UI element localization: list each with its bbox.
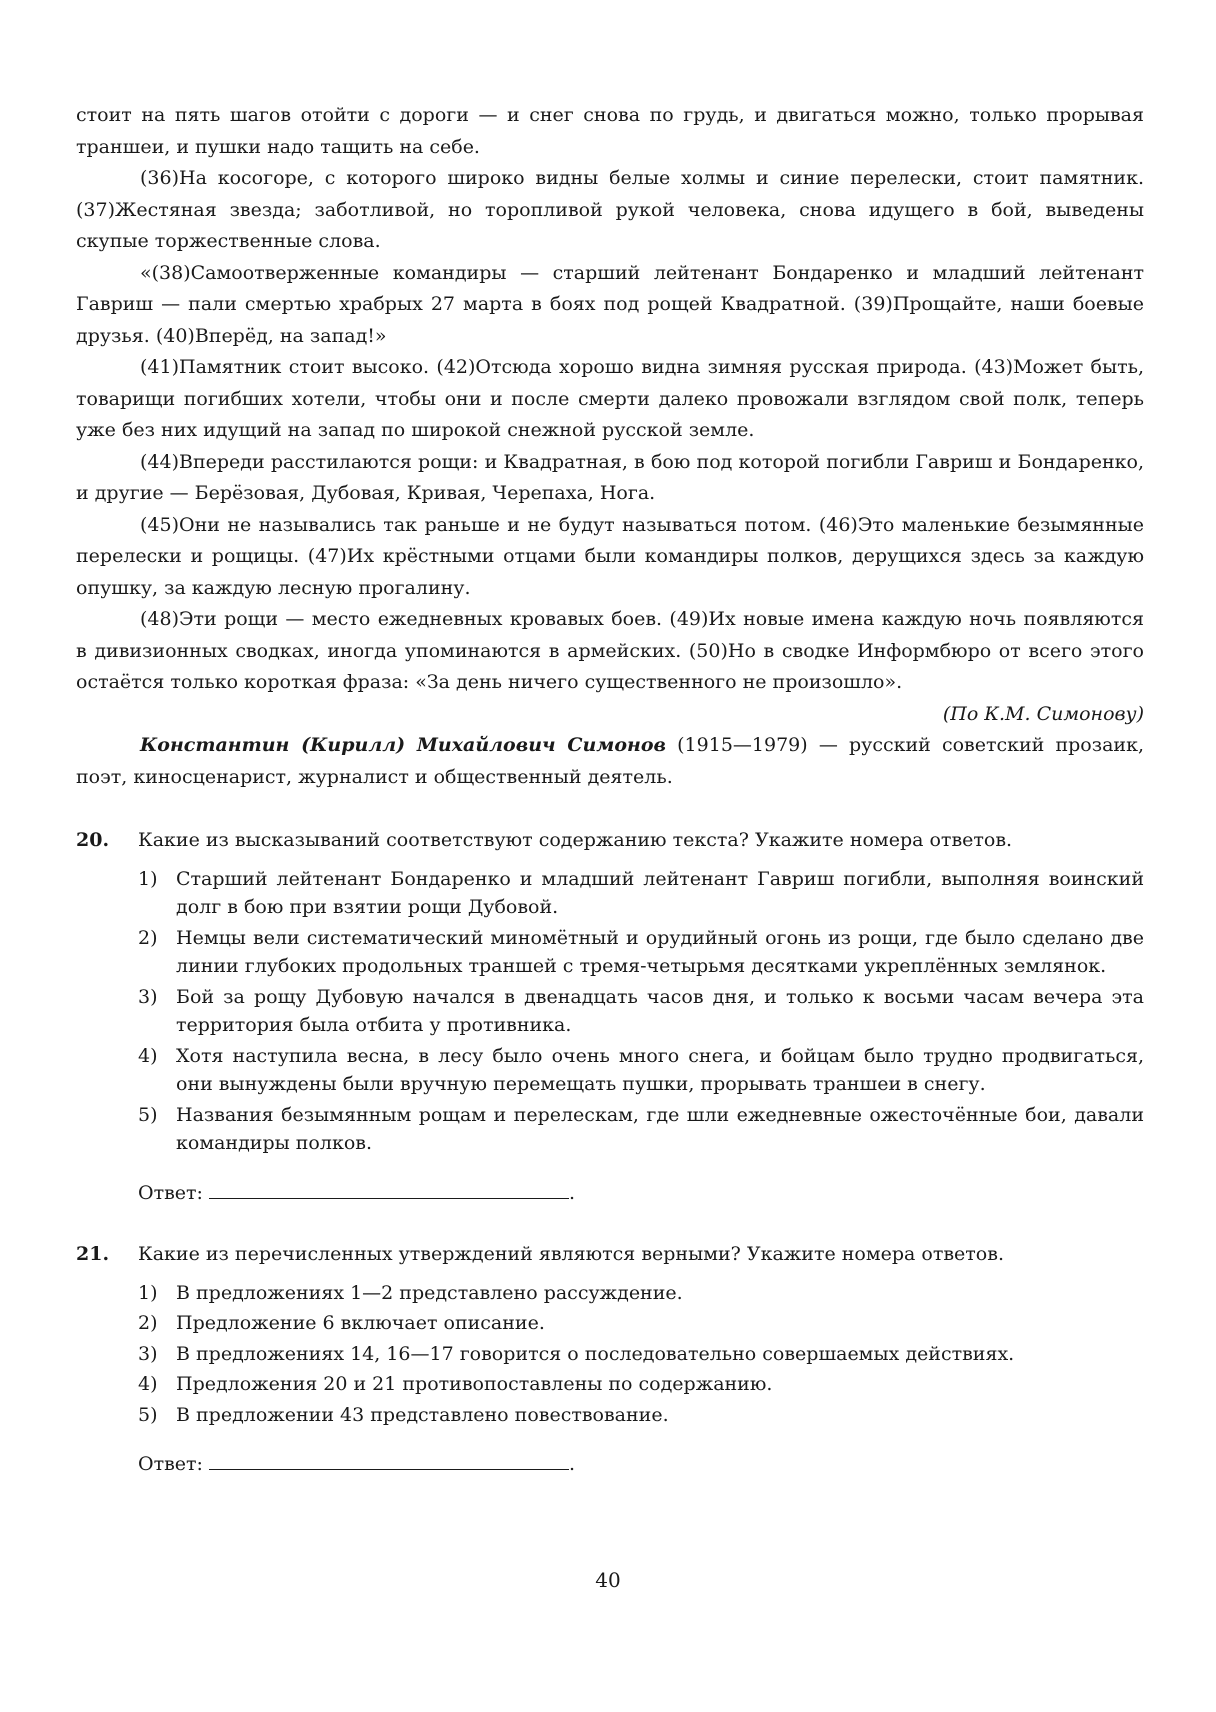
answer-field[interactable] xyxy=(209,1176,569,1199)
option-text: В предложениях 1—2 представлено рассуждение. xyxy=(176,1281,683,1304)
task-options xyxy=(76,865,1144,1158)
text-paragraph: (36)На косогоре, с которого широко видны белые холмы и синие перелески, стоит памятник. (37)Жестяная звезда; заботливой, но торопливой рукой человека, снова идущего в бой, выведены скупые торжественные слова. xyxy=(76,167,1144,252)
answer-field[interactable] xyxy=(209,1447,569,1470)
option-number: 2) xyxy=(138,926,158,949)
option-text: В предложениях 14, 16—17 говорится о последовательно совершаемых действиях. xyxy=(176,1342,1015,1365)
task-option xyxy=(138,1042,1144,1099)
text-paragraph: (41)Памятник стоит высоко. (42)Отсюда хорошо видна зимняя русская природа. (43)Может быть, товарищи погибших хотели, чтобы они и после смерти далеко провожали взглядом свой полк, теперь уже без них идущий на запад по широкой снежной русской земле. xyxy=(76,356,1144,441)
answer-block: Ответ: . xyxy=(138,1447,1144,1481)
option-number: 4) xyxy=(138,1373,158,1395)
task-option xyxy=(138,1101,1144,1158)
option-text: Предложения 20 и 21 противопоставлены по содержанию. xyxy=(176,1373,773,1395)
option-number: 5) xyxy=(138,1103,158,1126)
task-option xyxy=(138,924,1144,981)
page-number: 40 xyxy=(595,1568,621,1592)
option-number: 3) xyxy=(138,985,158,1008)
task-number: 20. xyxy=(76,829,110,851)
author-name: Константин (Кирилл) Михайлович Симонов xyxy=(140,734,666,756)
task-option xyxy=(138,983,1144,1040)
task-option xyxy=(138,1340,1144,1369)
option-number: 1) xyxy=(138,867,158,890)
text-paragraph: (45)Они не назывались так раньше и не будут называться потом. (46)Это маленькие безымянные перелески и рощицы. (47)Их крёстными отцами были командиры полков, дерущихся здесь за каждую опушку, за каждую лесную прогалину. xyxy=(76,513,1144,599)
option-number: 5) xyxy=(138,1403,158,1426)
task-option xyxy=(138,1309,1144,1338)
text-source: (По К.М. Симонову) xyxy=(942,702,1144,725)
option-text: Хотя наступила весна, в лесу было очень много снега, и бойцам было трудно продвигаться, они вынуждены были вручную перемещать пушки, прорывать траншеи в снегу. xyxy=(176,1044,1144,1095)
option-number: 4) xyxy=(138,1044,158,1067)
task-21 xyxy=(76,1239,1144,1481)
document-page xyxy=(76,100,1144,1481)
task-number: 21. xyxy=(76,1243,110,1265)
option-text: Старший лейтенант Бондаренко и младший лейтенант Гавриш погибли, выполняя воинский долг в бою при взятии рощи Дубовой. xyxy=(176,867,1144,918)
answer-label: Ответ: xyxy=(138,1453,203,1475)
option-text: Бой за рощу Дубовую начался в двенадцать часов дня, и только к восьми часам вечера эта территория была отбита у противника. xyxy=(176,985,1144,1036)
text-paragraph: (44)Впереди расстилаются рощи: и Квадратная, в бою под которой погибли Гавриш и Бондаренко, и другие — Берёзовая, Дубовая, Кривая, Черепаха, Нога. xyxy=(76,450,1144,504)
option-number: 1) xyxy=(138,1281,158,1304)
task-option xyxy=(138,1279,1144,1308)
option-text: В предложении 43 представлено повествование. xyxy=(176,1403,669,1426)
task-question: Какие из высказываний соответствуют содержанию текста? Укажите номера ответов. xyxy=(138,829,1013,851)
task-options xyxy=(76,1279,1144,1430)
task-20 xyxy=(76,825,1144,1209)
author-note xyxy=(76,730,1144,793)
option-number: 2) xyxy=(138,1312,158,1334)
task-option xyxy=(138,1370,1144,1399)
task-option xyxy=(138,1401,1144,1430)
option-text: Немцы вели систематический миномётный и орудийный огонь из рощи, где было сделано две линии глубоких продольных траншей с тремя-четырьмя десятками укреплённых землянок. xyxy=(176,926,1144,977)
answer-label: Ответ: xyxy=(138,1181,203,1204)
option-text: Предложение 6 включает описание. xyxy=(176,1312,545,1334)
task-question: Какие из перечисленных утверждений являются верными? Укажите номера ответов. xyxy=(138,1243,1004,1265)
option-number: 3) xyxy=(138,1342,158,1365)
task-option xyxy=(138,865,1144,922)
text-paragraph: «(38)Самоотверженные командиры — старший лейтенант Бондаренко и младший лейтенант Гавриш — пали смертью храбрых 27 марта в боях под рощей Квадратной. (39)Прощайте, наши боевые друзья. (40)Вперёд, на запад!» xyxy=(76,261,1144,347)
text-paragraph: стоит на пять шагов отойти с дороги — и снег снова по грудь, и двигаться можно, только прорывая траншеи, и пушки надо тащить на себе. xyxy=(76,104,1144,158)
author-bio: (1915—1979) — русский советский прозаик, поэт, киносценарист, журналист и общественный деятель. xyxy=(76,734,1145,788)
text-paragraph: (48)Эти рощи — место ежедневных кровавых боев. (49)Их новые имена каждую ночь появляются в дивизионных сводках, иногда упоминаются в армейских. (50)Но в сводке Информбюро от всего этого остаётся только короткая фраза: «За день ничего существенного не произошло». xyxy=(76,608,1144,693)
option-text: Названия безымянным рощам и перелескам, где шли ежедневные ожесточённые бои, давали командиры полков. xyxy=(176,1103,1144,1154)
answer-block: Ответ: . xyxy=(138,1176,1144,1210)
